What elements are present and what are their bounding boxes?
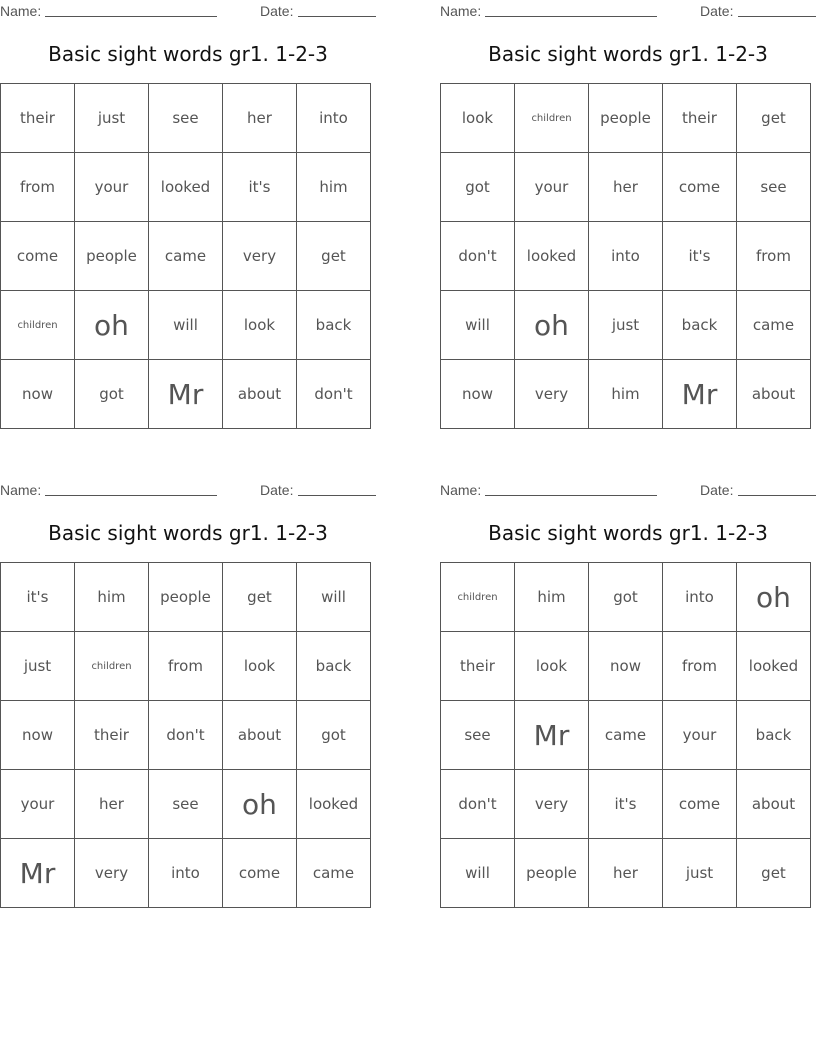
word-cell: children bbox=[1, 291, 75, 360]
bingo-card-2 bbox=[440, 0, 816, 411]
word-cell: her bbox=[223, 84, 297, 153]
word-cell: about bbox=[223, 701, 297, 770]
word-cell: your bbox=[1, 770, 75, 839]
word-cell: got bbox=[75, 360, 149, 429]
name-label: Name: bbox=[0, 3, 42, 19]
word-cell: your bbox=[663, 701, 737, 770]
word-cell: just bbox=[663, 839, 737, 908]
word-cell: look bbox=[223, 291, 297, 360]
word-cell: got bbox=[297, 701, 371, 770]
date-label: Date: bbox=[700, 3, 734, 19]
word-cell: looked bbox=[297, 770, 371, 839]
word-cell: into bbox=[663, 563, 737, 632]
word-cell: people bbox=[589, 84, 663, 153]
name-line bbox=[45, 495, 217, 496]
word-cell: just bbox=[589, 291, 663, 360]
word-cell: came bbox=[589, 701, 663, 770]
grid-row bbox=[1, 839, 371, 908]
grid-row bbox=[1, 153, 371, 222]
date-line bbox=[738, 495, 816, 496]
name-line bbox=[485, 16, 657, 17]
card-title: Basic sight words gr1. 1-2-3 bbox=[488, 521, 768, 545]
word-cell: her bbox=[589, 153, 663, 222]
word-cell: people bbox=[75, 222, 149, 291]
word-cell: will bbox=[441, 291, 515, 360]
word-cell: very bbox=[515, 360, 589, 429]
word-cell: into bbox=[149, 839, 223, 908]
date-label: Date: bbox=[260, 3, 294, 19]
word-cell: came bbox=[737, 291, 811, 360]
grid-row bbox=[441, 153, 811, 222]
word-cell: back bbox=[297, 632, 371, 701]
grid-row bbox=[441, 770, 811, 839]
word-cell: him bbox=[75, 563, 149, 632]
word-cell: look bbox=[441, 84, 515, 153]
word-cell: it's bbox=[1, 563, 75, 632]
word-cell: children bbox=[441, 563, 515, 632]
word-cell: get bbox=[737, 84, 811, 153]
word-cell: come bbox=[663, 153, 737, 222]
word-cell: Mr bbox=[515, 701, 589, 770]
word-cell: their bbox=[663, 84, 737, 153]
word-cell: will bbox=[297, 563, 371, 632]
word-cell: come bbox=[663, 770, 737, 839]
word-cell: will bbox=[149, 291, 223, 360]
word-cell: their bbox=[75, 701, 149, 770]
word-cell: it's bbox=[663, 222, 737, 291]
word-cell: oh bbox=[223, 770, 297, 839]
word-cell: their bbox=[441, 632, 515, 701]
word-cell: about bbox=[737, 360, 811, 429]
word-cell: very bbox=[515, 770, 589, 839]
word-cell: your bbox=[75, 153, 149, 222]
word-cell: him bbox=[515, 563, 589, 632]
word-cell: just bbox=[75, 84, 149, 153]
card-header bbox=[440, 0, 816, 22]
word-cell: about bbox=[223, 360, 297, 429]
word-cell: people bbox=[515, 839, 589, 908]
date-line bbox=[298, 16, 376, 17]
grid-row bbox=[1, 632, 371, 701]
word-cell: got bbox=[441, 153, 515, 222]
grid-row bbox=[441, 701, 811, 770]
word-cell: see bbox=[149, 770, 223, 839]
date-line bbox=[738, 16, 816, 17]
name-label: Name: bbox=[440, 482, 482, 498]
word-cell: your bbox=[515, 153, 589, 222]
card-header bbox=[440, 479, 816, 501]
word-cell: come bbox=[1, 222, 75, 291]
word-cell: look bbox=[515, 632, 589, 701]
name-line bbox=[485, 495, 657, 496]
card-header bbox=[0, 0, 376, 22]
word-cell: their bbox=[1, 84, 75, 153]
grid-row bbox=[441, 291, 811, 360]
grid-row bbox=[1, 770, 371, 839]
word-grid bbox=[0, 562, 371, 908]
word-cell: oh bbox=[737, 563, 811, 632]
word-grid bbox=[440, 83, 811, 429]
word-cell: oh bbox=[75, 291, 149, 360]
card-header bbox=[0, 479, 376, 501]
word-cell: from bbox=[663, 632, 737, 701]
grid-row bbox=[441, 222, 811, 291]
word-cell: him bbox=[589, 360, 663, 429]
word-cell: see bbox=[737, 153, 811, 222]
word-cell: now bbox=[589, 632, 663, 701]
word-cell: from bbox=[149, 632, 223, 701]
grid-row bbox=[441, 632, 811, 701]
word-cell: came bbox=[297, 839, 371, 908]
word-cell: her bbox=[75, 770, 149, 839]
word-cell: Mr bbox=[663, 360, 737, 429]
word-cell: from bbox=[737, 222, 811, 291]
grid-row bbox=[1, 291, 371, 360]
word-cell: back bbox=[737, 701, 811, 770]
card-title: Basic sight words gr1. 1-2-3 bbox=[48, 521, 328, 545]
word-cell: looked bbox=[515, 222, 589, 291]
word-cell: very bbox=[75, 839, 149, 908]
word-cell: children bbox=[75, 632, 149, 701]
word-cell: oh bbox=[515, 291, 589, 360]
name-label: Name: bbox=[440, 3, 482, 19]
date-line bbox=[298, 495, 376, 496]
grid-row bbox=[441, 84, 811, 153]
word-cell: got bbox=[589, 563, 663, 632]
word-cell: get bbox=[223, 563, 297, 632]
bingo-card-4 bbox=[440, 479, 816, 882]
grid-row bbox=[441, 839, 811, 908]
word-cell: into bbox=[589, 222, 663, 291]
grid-row bbox=[1, 360, 371, 429]
word-cell: don't bbox=[149, 701, 223, 770]
date-label: Date: bbox=[260, 482, 294, 498]
word-cell: look bbox=[223, 632, 297, 701]
word-grid bbox=[440, 562, 811, 908]
word-cell: her bbox=[589, 839, 663, 908]
word-cell: about bbox=[737, 770, 811, 839]
word-cell: it's bbox=[589, 770, 663, 839]
word-cell: come bbox=[223, 839, 297, 908]
card-title: Basic sight words gr1. 1-2-3 bbox=[488, 42, 768, 66]
grid-row bbox=[1, 563, 371, 632]
date-label: Date: bbox=[700, 482, 734, 498]
word-cell: now bbox=[1, 360, 75, 429]
grid-row bbox=[1, 701, 371, 770]
word-cell: don't bbox=[441, 222, 515, 291]
word-cell: it's bbox=[223, 153, 297, 222]
bingo-card-1 bbox=[0, 0, 376, 411]
word-grid bbox=[0, 83, 371, 429]
word-cell: came bbox=[149, 222, 223, 291]
word-cell: now bbox=[1, 701, 75, 770]
word-cell: people bbox=[149, 563, 223, 632]
word-cell: children bbox=[515, 84, 589, 153]
word-cell: don't bbox=[297, 360, 371, 429]
name-label: Name: bbox=[0, 482, 42, 498]
word-cell: just bbox=[1, 632, 75, 701]
word-cell: into bbox=[297, 84, 371, 153]
word-cell: Mr bbox=[149, 360, 223, 429]
word-cell: looked bbox=[149, 153, 223, 222]
name-line bbox=[45, 16, 217, 17]
grid-row bbox=[441, 360, 811, 429]
word-cell: Mr bbox=[1, 839, 75, 908]
bingo-card-3 bbox=[0, 479, 376, 890]
word-cell: see bbox=[149, 84, 223, 153]
grid-row bbox=[1, 84, 371, 153]
word-cell: see bbox=[441, 701, 515, 770]
word-cell: from bbox=[1, 153, 75, 222]
card-title: Basic sight words gr1. 1-2-3 bbox=[48, 42, 328, 66]
word-cell: get bbox=[297, 222, 371, 291]
word-cell: looked bbox=[737, 632, 811, 701]
word-cell: now bbox=[441, 360, 515, 429]
word-cell: back bbox=[663, 291, 737, 360]
word-cell: will bbox=[441, 839, 515, 908]
grid-row bbox=[441, 563, 811, 632]
word-cell: get bbox=[737, 839, 811, 908]
word-cell: don't bbox=[441, 770, 515, 839]
word-cell: very bbox=[223, 222, 297, 291]
grid-row bbox=[1, 222, 371, 291]
word-cell: him bbox=[297, 153, 371, 222]
word-cell: back bbox=[297, 291, 371, 360]
